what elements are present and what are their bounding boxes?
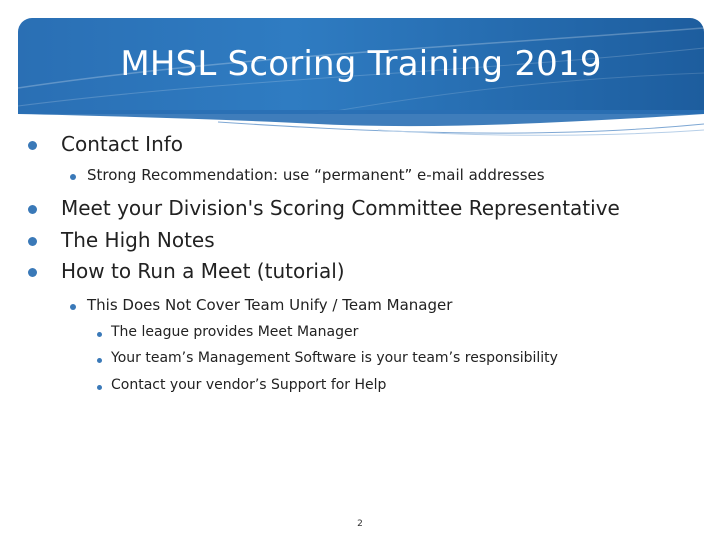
bullet-dot-icon	[70, 304, 76, 310]
bullet-level3: Contact your vendor’s Support for Help	[111, 377, 387, 393]
bullet-level1: The High Notes	[61, 228, 215, 252]
bullet-dot-icon	[28, 237, 37, 246]
bullet-level1: Meet your Division's Scoring Committee Representative	[61, 196, 620, 220]
page-number: 2	[357, 519, 363, 529]
bullet-level1: How to Run a Meet (tutorial)	[61, 259, 345, 283]
slide-title: MHSL Scoring Training 2019	[120, 44, 602, 84]
bullet-level2: This Does Not Cover Team Unify / Team Manager	[87, 296, 453, 314]
bullet-dot-icon	[97, 332, 102, 337]
bullet-level1: Contact Info	[61, 132, 184, 156]
bullet-level3: The league provides Meet Manager	[111, 324, 359, 340]
bullet-dot-icon	[97, 358, 102, 363]
bullet-dot-icon	[97, 385, 102, 390]
bullet-dot-icon	[28, 141, 37, 150]
bullet-dot-icon	[28, 268, 37, 277]
bullet-dot-icon	[70, 174, 76, 180]
bullet-level3: Your team’s Management Software is your team’s responsibility	[111, 350, 558, 366]
bullet-level2: Strong Recommendation: use “permanent” e-mail addresses	[87, 166, 545, 184]
bullet-dot-icon	[28, 205, 37, 214]
